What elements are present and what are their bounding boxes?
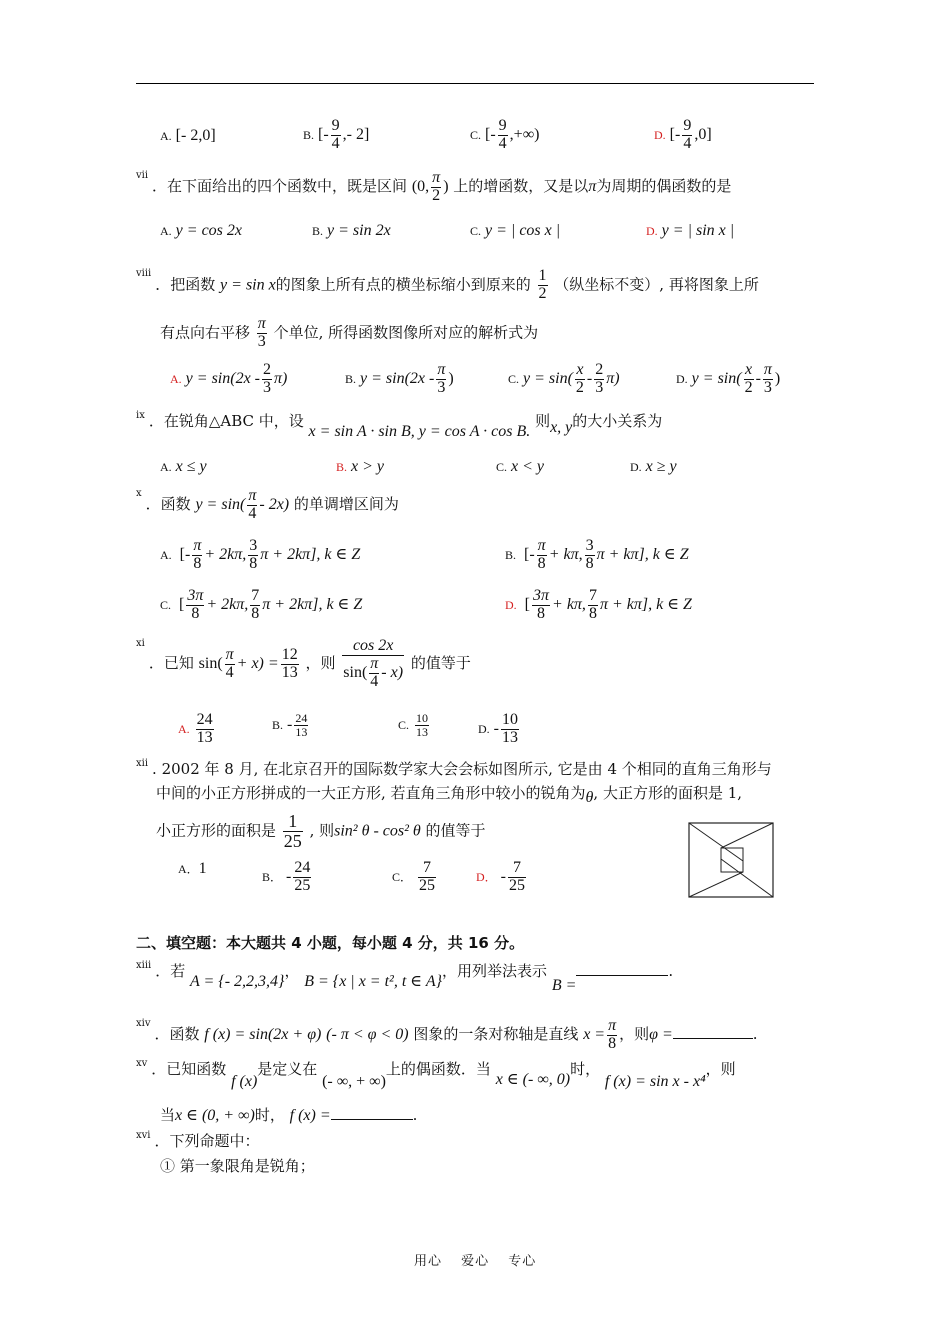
triangle-edge-1: [689, 823, 743, 861]
q16-item-1: ① 第一象限角是锐角；: [160, 1157, 315, 1175]
q7-stem: $^{vii}$．在下面给出的四个函数中，既是区间 (0, $\frac{\pi}{2}$ ) 上的增函数，又是以π为周期的偶函数的是: [136, 169, 732, 204]
q9-option-d: D. x ≥ y: [630, 458, 677, 475]
q12-option-b: B． - $\frac{24}{25}$: [262, 859, 311, 894]
q6-option-b: B. [- $\frac{9}{4}$ ,- 2]: [303, 117, 370, 152]
q14-answer-blank[interactable]: [673, 1038, 753, 1039]
q6-option-c: C. [- $\frac{9}{4}$ ,+∞): [470, 117, 540, 152]
q15-stem-line1: $^{xv}$ ．已知函数 f (x)是定义在 (- ∞, + ∞)上的偶函数．当 x ∈ (- ∞, 0)时， f (x) = sin x - x⁴，则: [136, 1058, 736, 1090]
q8-option-a: A. y = sin(2x - $\frac{2}{3}$ π): [170, 361, 288, 396]
q7-option-a: A. y = cos 2x: [160, 222, 242, 239]
q12-option-d: D． - $\frac{7}{25}$: [476, 859, 525, 894]
q9-option-a: A. x ≤ y: [160, 458, 207, 475]
q12-stem-line3: 小正方形的面积是 $\frac{1}{25}$ , 则sin² θ - cos² θ 的值等于: [156, 811, 486, 851]
section-fill-in-title: 二、填空题：本大题共 4 小题，每小题 4 分，共 16 分。: [136, 934, 525, 952]
header-rule: [136, 83, 814, 84]
q11-option-c: C. $\frac{10}{13}$: [398, 711, 429, 739]
q7-option-c: C. y = | cos x |: [470, 222, 561, 239]
q13-stem: $^{xiii}$ ．若 A = {- 2,2,3,4}， B = {x | x = t², t ∈ A}，用列举法表示 B =.: [136, 960, 674, 994]
page-footer: 用心 爱心 专心: [414, 1254, 537, 1269]
q11-option-a: A. $\frac{24}{13}$: [178, 711, 213, 746]
q11-option-b: B. - $\frac{24}{13}$: [272, 711, 308, 739]
q7-option-d: D. y = | sin x |: [646, 222, 735, 239]
pinwheel-square-figure: [688, 822, 774, 898]
large-square: [689, 823, 773, 897]
q8-stem-line2: 有点向右平移 $\frac{\pi}{3}$ 个单位, 所得函数图像所对应的解析式为: [160, 315, 539, 350]
q10-option-c: C. [ $\frac{3\pi}{8}$ + 2kπ, $\frac{7}{8}$ π + 2kπ], k ∈ Z: [160, 587, 363, 622]
triangle-edge-3: [721, 859, 773, 897]
q12-stem-line1: $^{xii}$ . 2002 年 8 月, 在北京召开的国际数学家大会会标如图所示, 它是由 4 个相同的直角三角形与: [136, 758, 772, 778]
triangle-edge-4: [689, 872, 743, 897]
q6-option-a: A. [- 2,0]: [160, 127, 216, 144]
q10-option-b: B. [- $\frac{\pi}{8}$ + kπ, $\frac{3}{8}$ π + kπ], k ∈ Z: [505, 537, 689, 572]
q10-option-a: A. [- $\frac{\pi}{8}$ + 2kπ, $\frac{3}{8}$ π + 2kπ], k ∈ Z: [160, 537, 361, 572]
q9-option-b: B. x > y: [336, 458, 385, 475]
q10-option-d: D. [ $\frac{3\pi}{8}$ + kπ, $\frac{7}{8}$ π + kπ], k ∈ Z: [505, 587, 692, 622]
triangle-edge-2: [721, 823, 773, 848]
q12-stem-line2: 中间的小正方形拼成的一大正方形, 若直角三角形中较小的锐角为θ, 大正方形的面积是 1,: [156, 784, 743, 806]
q10-stem: $^x$．函数 y = sin( $\frac{\pi}{4}$ - 2x) 的单调增区间为: [136, 487, 399, 522]
q9-option-c: C. x < y: [496, 458, 545, 475]
q8-option-d: D. y = sin( $\frac{x}{2}$ - $\frac{\pi}{3}$ ): [676, 361, 781, 396]
q9-stem: $^{ix}$ ．在锐角△ABC 中，设 x = sin A · sin B, y = cos A · cos B. 则x, y的大小关系为: [136, 410, 663, 440]
q6-option-d: D. [- $\frac{9}{4}$ ,0]: [654, 117, 712, 152]
q8-option-c: C. y = sin( $\frac{x}{2}$ - $\frac{2}{3}$ π): [508, 361, 620, 396]
q16-stem: $^{xvi}$ ．下列命题中：: [136, 1130, 260, 1150]
q8-option-b: B. y = sin(2x - $\frac{\pi}{3}$ ): [345, 361, 454, 396]
q13-answer-blank[interactable]: [576, 975, 668, 976]
q15-stem-line2: 当x ∈ (0, + ∞)时， f (x) = .: [160, 1106, 418, 1124]
q11-option-d: D. - $\frac{10}{13}$: [478, 711, 518, 746]
q12-option-c: C． $\frac{7}{25}$: [392, 859, 436, 894]
q14-stem: $^{xiv}$．函数 f (x) = sin(2x + φ) (- π < φ < 0) 图象的一条对称轴是直线 x = $\frac{\pi}{8}$ ，则φ = .: [136, 1017, 758, 1052]
q12-option-a: A．1: [178, 860, 207, 877]
q8-stem-line1: $^{viii}$．把函数 y = sin x的图象上所有点的横坐标缩小到原来的 $\frac{1}{2}$ （纵坐标不变）, 再将图象上所: [136, 267, 759, 302]
q11-stem: $^{xi}$．已知 sin( $\frac{\pi}{4}$ + x) = $\frac{12}{13}$ ，则 cos 2x sin( $\frac{\pi}{4}$ - x) 的值等于: [136, 637, 471, 690]
q15-answer-blank[interactable]: [331, 1119, 413, 1120]
small-square: [721, 848, 743, 872]
q7-option-b: B. y = sin 2x: [312, 222, 391, 239]
